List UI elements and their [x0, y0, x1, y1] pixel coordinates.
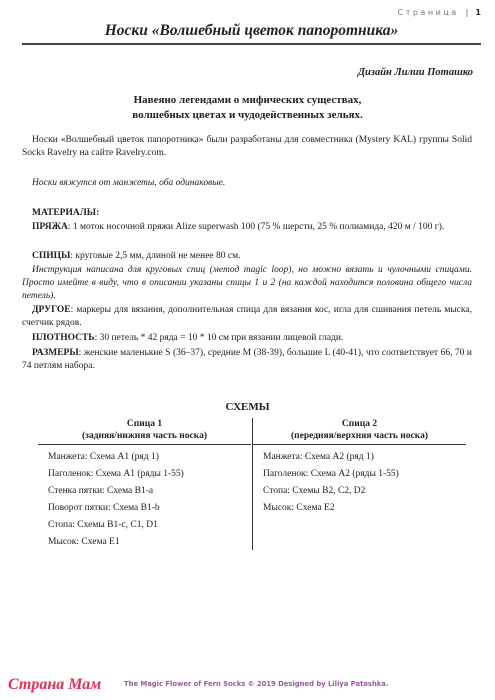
lead-line-1: Навеяно легендами о мифических существах, [133, 94, 362, 106]
needle-2-header [253, 418, 466, 445]
schemes-title: СХЕМЫ [225, 401, 270, 413]
needle-1-row: Паголенок: Схема A1 (ряды 1-55) [48, 469, 184, 479]
needle-2-subtitle: (передняя/верхняя часть носка) [290, 431, 428, 441]
gauge-label: ПЛОТНОСТЬ [32, 333, 95, 343]
gauge-paragraph [22, 332, 472, 345]
needle-1-row: Стенка пятки: Схема B1-a [48, 486, 154, 496]
needles-text: : круговые 2,5 мм, длиной не менее 80 см. [70, 251, 241, 261]
needle-2-row: Паголенок: Схема A2 (ряды 1-55) [263, 469, 399, 479]
needle-1-header [38, 418, 251, 445]
other-paragraph [22, 304, 472, 330]
needles-label: СПИЦЫ [32, 251, 71, 261]
materials-heading: МАТЕРИАЛЫ: [32, 208, 100, 218]
other-label: ДРУГОЕ [32, 305, 71, 315]
lead-text [0, 93, 495, 123]
page-header: Страница | 1 [397, 8, 481, 17]
needle-1-row: Поворот пятки: Схема B1-b [48, 503, 160, 513]
gauge-text: : 30 петель * 42 ряда = 10 * 10 см при вязании лицевой глади. [94, 333, 344, 343]
needle-1-row: Манжета: Схема A1 (ряд 1) [48, 452, 159, 462]
yarn-text: : 1 моток носочной пряжи Alize superwash 100 (75 % шерсти, 25 % полиамида, 420 м / 100 г). [67, 222, 445, 232]
needle-1-row: Стопа: Схемы B1-c, C1, D1 [48, 520, 158, 530]
needle-2-column [252, 418, 466, 550]
page-number: 1 [475, 8, 481, 17]
lead-line-2: волшебных цветах и чудодейственных зельях. [132, 109, 363, 121]
yarn-label: ПРЯЖА [32, 222, 68, 232]
sizes-text: : женские маленькие S (36–37), средние M (38-39), большие L (40-41), что соответствует 66, 70 и 74 петлям набора. [22, 348, 472, 371]
sizes-paragraph [22, 347, 472, 373]
intro-paragraph: Носки «Волшебный цветок папоротника» были разработаны для совместника (Mystery KAL) группы Solid Socks Ravelry на сайте Ravelry.com. [22, 135, 472, 158]
yarn-paragraph [22, 221, 472, 234]
document-title: Носки «Волшебный цветок папоротника» [22, 22, 481, 45]
watermark-logo: Страна Мам [8, 676, 102, 693]
other-text: : маркеры для вязания, дополнительная спица для вязания кос, игла для сшивания петель мыска, счетчик рядов. [22, 305, 472, 328]
sizes-label: РАЗМЕРЫ [32, 348, 79, 358]
needle-2-row: Мысок: Схема E2 [263, 503, 335, 513]
page-word: Страница [397, 8, 459, 17]
footer-copyright: The Magic Flower of Fern Socks © 2019 Designed by Liliya Patashka. [124, 680, 389, 688]
needle-1-column [38, 418, 251, 551]
needle-2-title: Спица 2 [341, 419, 378, 429]
needle-1-title: Спица 1 [126, 419, 163, 429]
instruction-note: Инструкция написана для круговых спиц (метод magic loop), но можно вязать и чулочными спицами. Просто имейте в виду, что в описании указаны спицы 1 и 2 (на каждой находится половина общего числа петель). [22, 265, 472, 301]
needle-2-row: Манжета: Схема A2 (ряд 1) [263, 452, 374, 462]
author-line: Дизайн Лилии Поташко [357, 67, 473, 78]
needle-2-row: Стопа: Схемы B2, C2, D2 [263, 486, 366, 496]
needles-paragraph [22, 250, 472, 263]
needle-1-subtitle: (задняя/нижняя часть носка) [82, 431, 207, 441]
knit-note: Носки вяжутся от манжеты, оба одинаковые. [32, 178, 226, 188]
needle-1-row: Мысок: Схема E1 [48, 537, 120, 547]
